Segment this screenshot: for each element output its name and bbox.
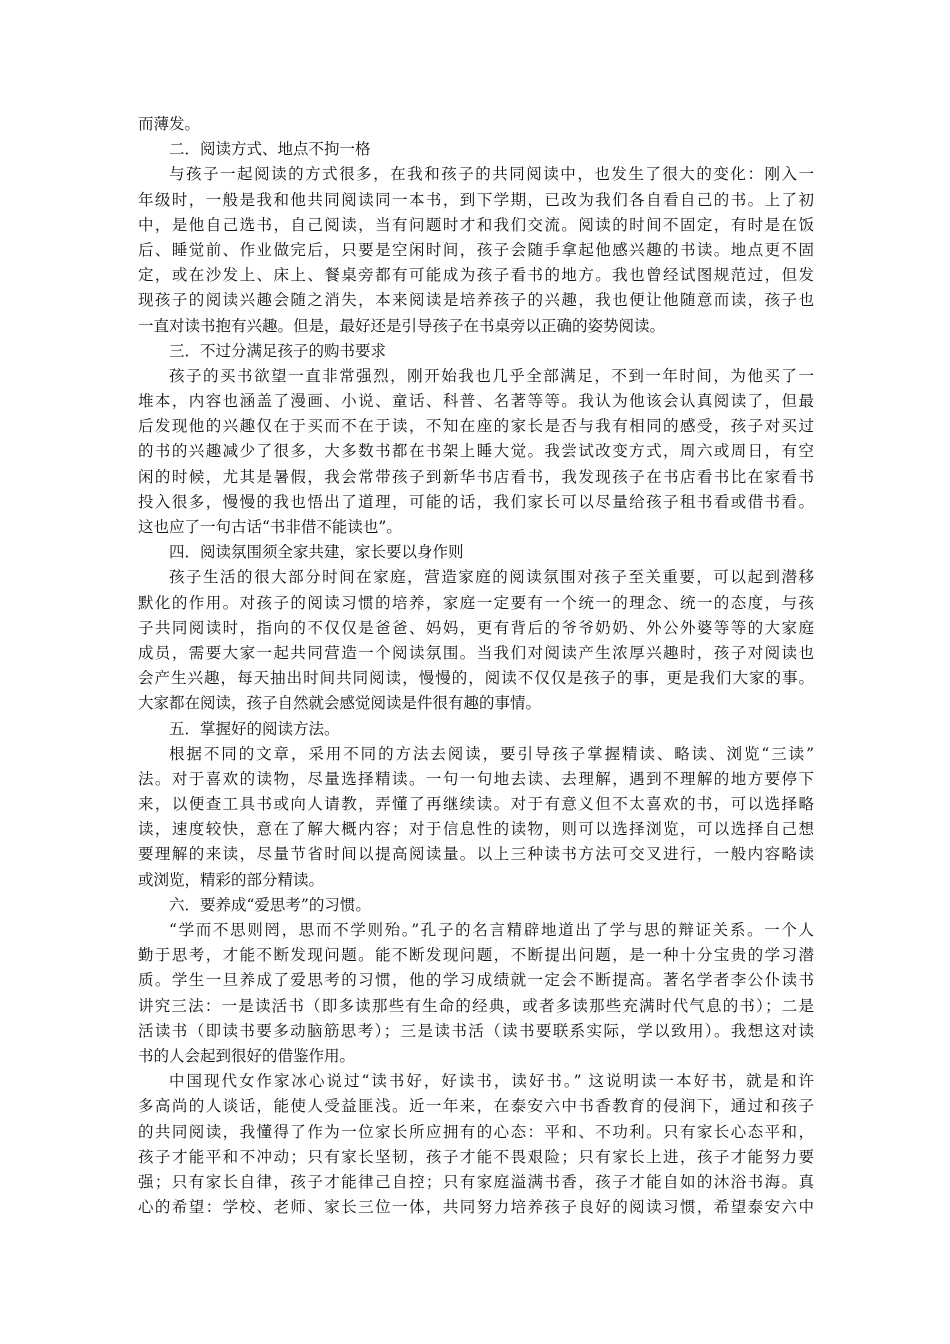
text-line: 中国现代女作家冰心说过“读书好，好读书，读好书。” 这说明读一本好书，就是和许 — [169, 1072, 814, 1091]
text-line: 书的人会起到很好的借鉴作用。 — [138, 1046, 356, 1065]
text-line: 默化的作用。对孩子的阅读习惯的培养，家庭一定要有一个统一的理念、统一的态度，与孩 — [138, 593, 814, 612]
text-line: 成员，需要大家一起共同营造一个阅读氛围。当我们对阅读产生浓厚兴趣时，孩子对阅读也 — [138, 643, 814, 662]
section-heading: 二．阅读方式、地点不拘一格 — [169, 140, 371, 159]
text-line: 投入很多，慢慢的我也悟出了道理，可能的话，我们家长可以尽量给孩子租书看或借书看。 — [138, 492, 814, 511]
text-line: 的书的兴趣减少了很多，大多数书都在书架上睡大觉。我尝试改变方式，周六或周日，有空 — [138, 442, 814, 461]
text-line: 闲的时候，尤其是暑假，我会常带孩子到新华书店看书，我发现孩子在书店看书比在家看书 — [138, 467, 814, 486]
document-page — [138, 112, 814, 1220]
text-line: 或浏览，精彩的部分精读。 — [138, 870, 325, 889]
text-line: 多高尚的人谈话，能使人受益匪浅。近一年来，在泰安六中书香教育的侵润下，通过和孩子 — [138, 1097, 814, 1116]
section-heading: 四．阅读氛围须全家共建，家长要以身作则 — [169, 543, 464, 562]
text-line: 质。学生一旦养成了爱思考的习惯，他的学习成绩就一定会不断提高。著名学者李公仆读书 — [138, 971, 814, 990]
text-line: 这也应了一句古话“书非借不能读也”。 — [138, 518, 402, 536]
text-line: 的共同阅读，我懂得了作为一位家长所应拥有的心态：平和、不功利。只有家长心态平和， — [138, 1122, 814, 1141]
text-line: 而薄发。 — [138, 115, 201, 133]
text-line: 大家都在阅读，孩子自然就会感觉阅读是件很有趣的事情。 — [138, 694, 542, 713]
text-line: 法。对于喜欢的读物，尽量选择精读。一句一句地去读、去理解，遇到不理解的地方要停下 — [138, 769, 814, 788]
text-line: 读，速度较快，意在了解大概内容；对于信息性的读物，则可以选择浏览，可以选择自己想 — [138, 820, 814, 839]
text-line: 后、睡觉前、作业做完后，只要是空闲时间，孩子会随手拿起他感兴趣的书读。地点更不固 — [138, 240, 814, 259]
section-heading: 五．掌握好的阅读方法。 — [169, 719, 340, 738]
text-line: 孩子的买书欲望一直非常强烈，刚开始我也几乎全部满足，不到一年时间，为他买了一 — [169, 366, 814, 385]
text-line: 要理解的来读，尽量节省时间以提高阅读量。以上三种读书方法可交叉进行，一般内容略读 — [138, 845, 814, 864]
text-line: 孩子生活的很大部分时间在家庭，营造家庭的阅读氛围对孩子至关重要，可以起到潜移 — [169, 568, 814, 587]
section-heading: 六．要养成“爱思考”的习惯。 — [169, 895, 371, 914]
text-line: 根据不同的文章，采用不同的方法去阅读，要引导孩子掌握精读、略读、浏览“三读” — [169, 744, 814, 763]
text-line: 来，以便查工具书或向人请教，弄懂了再继续读。对于有意义但不太喜欢的书，可以选择略 — [138, 795, 814, 814]
text-line: 后发现他的兴趣仅在于买而不在于读，不知在座的家长是否与我有相同的感受，孩子对买过 — [138, 417, 814, 436]
text-line: 子共同阅读时，指向的不仅仅是爸爸、妈妈，更有背后的爷爷奶奶、外公外婆等等的大家庭 — [138, 618, 814, 637]
text-line: “学而不思则罔，思而不学则殆。”孔子的名言精辟地道出了学与思的辩证关系。一个人 — [169, 921, 814, 939]
text-line: 孩子才能平和不冲动；只有家长坚韧，孩子才能不畏艰险；只有家长上进，孩子才能努力要 — [138, 1147, 814, 1166]
text-line: 强；只有家长自律，孩子才能律己自控；只有家庭溢满书香，孩子才能自如的沐浴书海。真 — [138, 1172, 814, 1191]
text-line: 堆本，内容也涵盖了漫画、小说、童话、科普、名著等等。我认为他该会认真阅读了，但最 — [138, 392, 814, 411]
text-line: 心的希望：学校、老师、家长三位一体，共同努力培养孩子良好的阅读习惯，希望泰安六中 — [138, 1198, 814, 1217]
text-line: 现孩子的阅读兴趣会随之消失，本来阅读是培养孩子的兴趣，我也便让他随意而读，孩子也 — [138, 291, 814, 310]
text-line: 勤于思考，才能不断发现问题。能不断发现问题，不断提出问题，是一种十分宝贵的学习潜 — [138, 946, 814, 965]
text-line: 年级时，一般是我和他共同阅读同一本书，到下学期，已改为我们各自看自己的书。上了初 — [138, 190, 814, 209]
text-line: 活读书（即读书要多动脑筋思考）；三是读书活（读书要联系实际，学以致用）。我想这对读 — [138, 1021, 814, 1040]
text-line: 一直对读书抱有兴趣。但是，最好还是引导孩子在书桌旁以正确的姿势阅读。 — [138, 316, 666, 335]
text-line: 讲究三法：一是读活书（即多读那些有生命的经典，或者多读那些充满时代气息的书）；二是 — [138, 996, 814, 1015]
text-line: 会产生兴趣，每天抽出时间共同阅读，慢慢的，阅读不仅仅是孩子的事，更是我们大家的事。 — [138, 669, 814, 688]
text-line: 与孩子一起阅读的方式很多，在我和孩子的共同阅读中，也发生了很大的变化：刚入一 — [169, 165, 814, 184]
text-line: 定，或在沙发上、床上、餐桌旁都有可能成为孩子看书的地方。我也曾经试图规范过，但发 — [138, 266, 814, 285]
section-heading: 三．不过分满足孩子的购书要求 — [169, 341, 387, 360]
text-line: 中，是他自己选书，自己阅读，当有问题时才和我们交流。阅读的时间不固定，有时是在饭 — [138, 215, 814, 234]
